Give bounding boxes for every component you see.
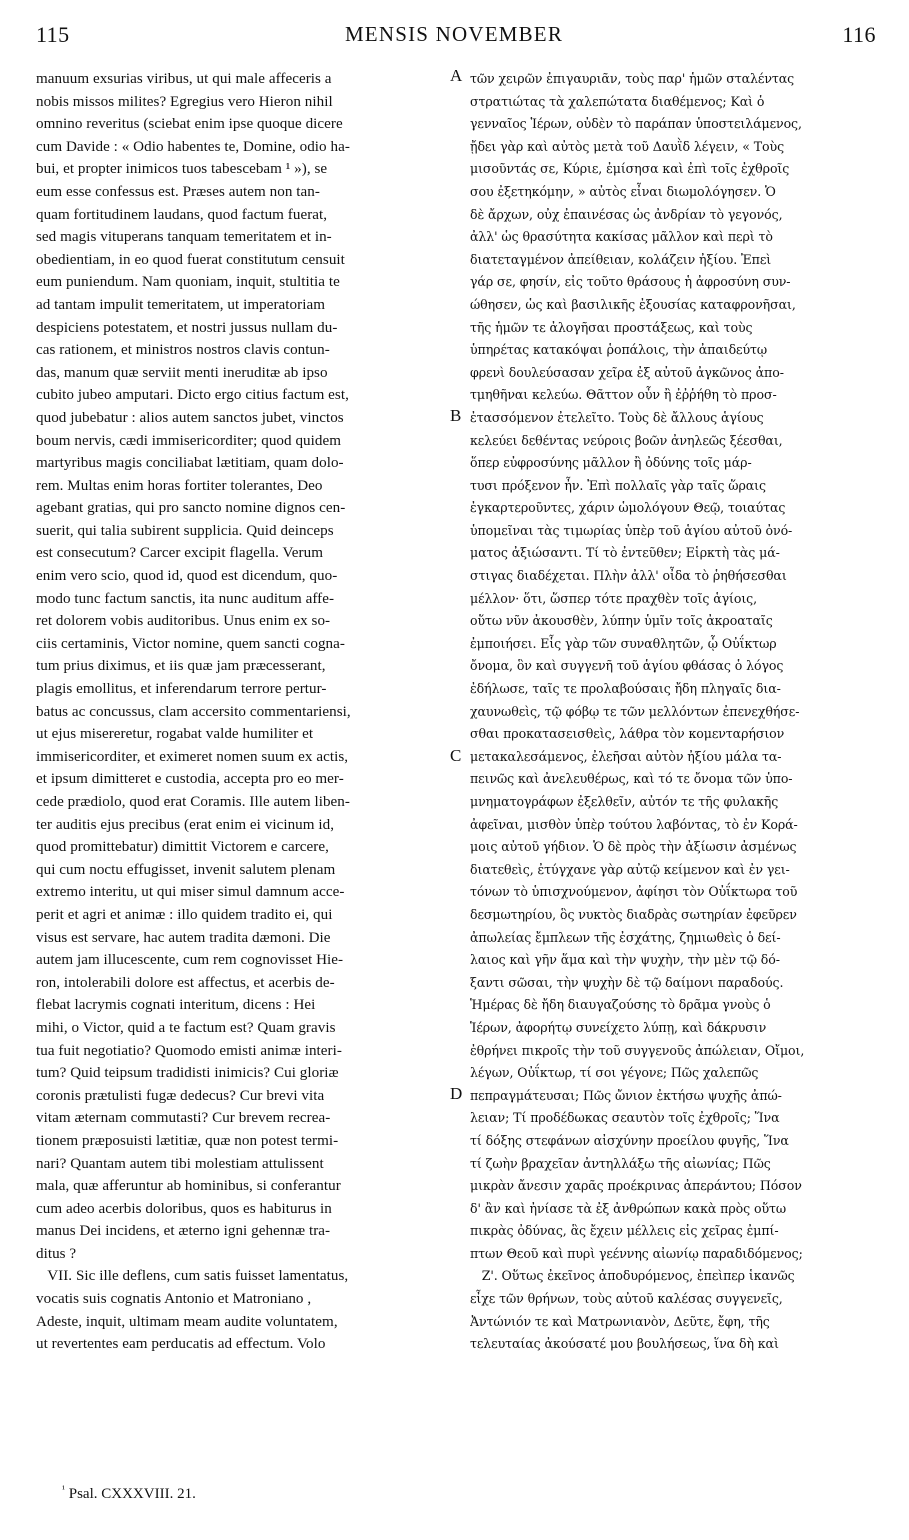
greek-text-line: διατεθεὶς, ἐτύγχανε γὰρ αὐτῷ κείμενον καὶ ἐν γει- <box>470 861 790 877</box>
greek-text-line: πικρὰς ὀδύνας, ἃς ἔχειν μέλλεις εἰς χεῖρας ἐμπί- <box>470 1223 779 1239</box>
greek-text-line: διατεταγμένον ἀπείθειαν, κολάζειν ἠξίου. Ἐπεὶ <box>470 251 772 267</box>
latin-text-line: perit et agri et animæ : illo quidem tradito ei, qui <box>36 906 333 923</box>
greek-text-line: οὕτω νῦν ἀκουσθὲν, λύπην ὑμῖν τοῖς ἀκροαταῖς <box>470 613 773 629</box>
greek-text-line: ἐθρήνει πικροῖς τὴν τοῦ συγγενοῦς ἀπώλειαν, Οἴμοι, <box>470 1042 805 1058</box>
greek-text-line: Ἀντώνιόν τε καὶ Ματρωνιανὸν, Δεῦτε, ἔφη, τῆς <box>470 1313 770 1329</box>
page-number-left: 115 <box>36 22 70 47</box>
latin-text-line: mihi, o Victor, quid a te factum est? Quam gravis <box>36 1019 336 1036</box>
latin-text-line: cum adeo acerbis doloribus, quos es habiturus in <box>36 1200 332 1217</box>
latin-text-line: nari? Quantam autem tibi molestiam attulissent <box>36 1155 324 1172</box>
latin-text-line: ret dolorem vobis auditoribus. Unus enim ex so- <box>36 613 331 630</box>
latin-text-line: martyribus magis conciliabat lætitiam, quam dolo- <box>36 455 344 472</box>
page-number-right: 116 <box>842 22 876 47</box>
greek-text-line: Ζ'. Οὕτως ἐκεῖνος ἀποδυρόμενος, ἐπεὶπερ ἱκανῶς <box>470 1268 795 1284</box>
latin-text-line: cede prædiolo, quod erat Coramis. Ille autem liben- <box>36 794 350 810</box>
latin-text-line: cas rationem, et ministros nostros clavis contun- <box>36 342 330 359</box>
greek-text-line: τῶν χειρῶν ἐπιγαυριᾶν, τοὺς παρ' ἡμῶν σταλέντας <box>470 71 795 86</box>
greek-text-line: μικρὰν ἄνεσιν χαρᾶς προέκρινας ἀπεράντου; Πόσον <box>470 1178 802 1194</box>
greek-text-line: στιγας διαδέχεται. Πλὴν ἀλλ' οἶδα τὸ ῥηθήσεσθαι <box>470 568 787 584</box>
greek-text-line: ἐμποιήσει. Εἷς γὰρ τῶν συναθλητῶν, ᾧ Οὐΐκτωρ <box>470 635 777 651</box>
greek-text-line: ξαντι σῶσαι, τὴν ψυχὴν δὲ τῷ δαίμονι παραδούς. <box>470 974 784 990</box>
greek-text-line: μνηματογράφων ἐξελθεῖν, αὐτόν τε τῆς φυλακῆς <box>470 794 779 809</box>
greek-text-line: ὅπερ εὐφροσύνης μᾶλλον ἢ ὀδύνης τοῖς μάρ- <box>470 455 752 471</box>
latin-text-line: despiciens potestatem, et nostri jussus nullam du- <box>36 319 338 336</box>
greek-text-line: γάρ σε, φησίν, εἰς τοῦτο θράσους ἡ ἀφροσύνη συν- <box>470 274 791 290</box>
greek-text-line: ἀλλ' ὡς θρασύτητα κακίσας μᾶλλον καὶ περὶ τὸ <box>470 229 773 245</box>
latin-text-line: plagis emollitus, et inferendarum terrore pertur- <box>36 681 327 698</box>
latin-text-line: quod jubebatur : alios autem sanctos jubet, vinctos <box>36 409 344 426</box>
latin-text-line: ron, intolerabili dolore est affectus, et acerbis de- <box>36 974 335 991</box>
greek-text-line: τῆς ἡμῶν τε ἀλογῆσαι προστάξεως, καὶ τοὺς <box>470 319 753 335</box>
greek-text-line: δὲ ἄρχων, οὐχ ἐπαινέσας ὡς ἀνδρίαν τὸ γεγονός, <box>470 206 783 222</box>
latin-text-line: cubito jubeo amputari. Dicto ergo citius factum est, <box>36 387 349 404</box>
greek-text-line: τί δόξης στεφάνων αἰσχύνην προείλου φυγῆς, Ἵνα <box>470 1132 789 1148</box>
latin-text-line: modo tunc factum sanctis, ita nunc auditum affe- <box>36 590 335 607</box>
latin-text-line: vocatis suis cognatis Antonio et Matroniano , <box>36 1291 312 1308</box>
latin-text-line: qui cum noctu effugisset, invenit salutem plenam <box>36 861 336 878</box>
greek-text-line: πεπραγμάτευσαι; Πῶς ὤνιον ἐκτήσω ψυχῆς ἀπώ- <box>470 1087 782 1103</box>
latin-column <box>36 68 450 1356</box>
latin-text-line: et ipsum dimitteret e custodia, accepta pro eo mer- <box>36 771 344 788</box>
latin-text-line: eum esse confessus est. Præses autem non tan- <box>36 183 320 200</box>
greek-text-line: τμηθῆναι κελεύω. Θᾶττον οὖν ἢ ἐῤῥήθη τὸ προσ- <box>470 387 777 403</box>
latin-text-line: bui, et propter inimicos tuos tabescebam ¹ »), se <box>36 161 328 178</box>
footnote <box>62 1484 196 1503</box>
latin-text-line: quam fortitudinem laudans, quod factum fuerat, <box>36 206 328 223</box>
latin-text-line: quod promittebatur) dimittit Victorem e carcere, <box>36 839 329 856</box>
greek-text-line: τόνων τὸ ὑπισχνούμενον, ἀφίησι τὸν Οὐΐκτωρα τοῦ <box>470 884 798 900</box>
greek-text-line: ώθησεν, ὡς καὶ βασιλικῆς ἐξουσίας καταφρονῆσαι, <box>470 296 796 312</box>
greek-text-line: ἐδήλωσε, ταῖς τε προλαβούσαις ἤδη πληγαῖς δια- <box>470 681 781 697</box>
footnote-mark: ¹ <box>62 1484 65 1495</box>
greek-text-line: στρατιώτας τὰ χαλεπώτατα διαθέμενος; Καὶ ὁ <box>470 93 765 109</box>
latin-text-line: obedientiam, in eo quod fuerat constitutum censuit <box>36 251 345 268</box>
latin-text-line: manuum exsurias viribus, ut qui male affeceris a <box>36 71 332 87</box>
greek-column <box>470 68 880 1356</box>
greek-text-line: μέλλον· ὅτι, ὥσπερ τότε πραχθὲν τοῖς ἁγίοις, <box>470 590 758 606</box>
running-title: MENSIS NOVEMBER <box>344 22 564 46</box>
latin-text-line: vitam æternam commutasti? Cur brevem recrea- <box>36 1110 331 1127</box>
greek-text-line: μοις αὐτοῦ γήδιον. Ὁ δὲ πρὸς τὴν ἀξίωσιν ἀσμένως <box>470 839 797 855</box>
greek-text-line: σου ἐξετηκόμην, » αὐτὸς εἶναι διωμολόγησεν. Ὁ <box>470 183 776 199</box>
latin-text-line: das, manum quæ serviit menti ineruditæ ab ipso <box>36 364 328 381</box>
latin-text-line: omnino reveritus (sciebat enim ipse quoque dicere <box>36 116 343 133</box>
greek-text-line: σθαι προκατασεισθεὶς, λάθρα τὸν κομενταρήσιον <box>470 726 785 742</box>
latin-text-line: Adeste, inquit, ultimam meam audite voluntatem, <box>36 1313 338 1330</box>
latin-text-line: tua fuit negotiatio? Quomodo emisti animæ interi- <box>36 1042 342 1059</box>
greek-text-line: ματος ἀξιώσαντι. Τί τὸ ἐντεῦθεν; Εἱρκτὴ τὰς μά- <box>470 545 780 561</box>
greek-text-line: τελευταίας ἀκούσατέ μου βουλήσεως, ἵνα δὴ καὶ <box>470 1336 779 1352</box>
latin-text-line: manus Dei incidens, et æterno igni gehennæ tra- <box>36 1223 331 1240</box>
latin-text-line: ut ejus misereretur, rogabat valde humiliter et <box>36 726 314 743</box>
latin-text-line: enim vero scio, quod id, quod est dicendum, quo- <box>36 568 338 585</box>
margin-marker-b: B <box>450 406 462 425</box>
latin-text-line: suerit, qui talia subirent supplicia. Quid deinceps <box>36 522 334 539</box>
greek-text-line: τυσι πρόξενον ἦν. Ἐπὶ πολλαῖς γὰρ ταῖς ὥραις <box>470 477 766 493</box>
latin-text-line: boum nervis, cædi immisericorditer; quod quidem <box>36 432 342 449</box>
greek-text-line: τί ζωὴν βραχεῖαν ἀντηλλάξω τῆς αἰωνίας; Πῶς <box>470 1155 771 1171</box>
latin-text-line: immisericorditer, et eximeret nomen suum ex actis, <box>36 748 349 765</box>
latin-text-line: cum Davide : « Odio habentes te, Domine, odio ha- <box>36 138 350 155</box>
latin-text-line: mala, quæ afferuntur ab hominibus, si conferantur <box>36 1178 341 1195</box>
margin-marker-c: C <box>450 746 462 765</box>
greek-text-line: λαιος καὶ γῆν ἅμα καὶ τὴν ψυχὴν, τὴν μὲν τῷ δό- <box>470 952 780 968</box>
greek-text-line: λέγων, Οὐΐκτωρ, τί σοι γέγονε; Πῶς χαλεπῶς <box>470 1065 759 1081</box>
greek-text-line: χαυνωθεὶς, τῷ φόβῳ τε τῶν μελλόντων ἐπενεχθήσε- <box>470 703 800 719</box>
latin-text-line: flebat lacrymis cognati interitum, dicens : Hei <box>36 997 316 1014</box>
greek-text-line: πεινῶς καὶ ἀνελευθέρως, καὶ τό τε ὄνομα τῶν ὑπο- <box>470 771 793 787</box>
latin-text-line: sed magis vituperans tanquam temeritatem et in- <box>36 229 332 246</box>
greek-text-line: μετακαλεσάμενος, ἐλεῆσαι αὐτὸν ἠξίου μάλα τα- <box>470 748 782 764</box>
greek-text-line: πτων Θεοῦ καὶ πυρὶ γεέννης αἰωνίῳ παραδιδόμενος; <box>470 1245 803 1261</box>
greek-text-line: ἀφεῖναι, μισθὸν ὑπὲρ τούτου λαβόντας, τὸ ἐν Κορά- <box>470 816 798 832</box>
greek-text-line: φρενὶ δουλεύσασαν χεῖρα ἐξ αὐτοῦ ἀγκῶνος ἀπο- <box>470 364 784 380</box>
greek-text-line: δεσμωτηρίου, ὃς νυκτὸς διαδρὰς σωτηρίαν ἐφεῦρεν <box>470 906 797 922</box>
greek-text-line: δ' ἂν καὶ ἠνίασε τὰ ἐξ ἀνθρώπων κακὰ πρὸς οὕτω <box>470 1200 787 1216</box>
latin-text-line: rem. Multas enim horas fortiter tolerantes, Deo <box>36 477 323 494</box>
latin-text-line: ditus ? <box>36 1245 77 1262</box>
greek-text-line: Ἡμέρας δὲ ἤδη διαυγαζούσης τὸ δρᾶμα γνοὺς ὁ <box>470 997 771 1013</box>
latin-text-line: ad tantam impulit temeritatem, ut imperatoriam <box>36 296 325 313</box>
greek-text-line: ἐτασσόμενον ἐτελεῖτο. Τοὺς δὲ ἄλλους ἁγίους <box>470 409 764 425</box>
greek-text-line: ὑπομεῖναι τὰς τιμωρίας ὑπὲρ τοῦ ἁγίου αὐτοῦ ὀνό- <box>470 522 793 538</box>
latin-text-line: tionem præposuisti lætitiæ, quæ non potest termi- <box>36 1132 339 1149</box>
latin-text-line: nobis missos milites? Egregius vero Hieron nihil <box>36 93 333 110</box>
page-header <box>28 22 880 50</box>
latin-text-line: ter auditis ejus precibus (erat enim ei vicinum id, <box>36 816 335 833</box>
latin-text-line: batus ac concussus, clam accersito commentariensi, <box>36 703 351 720</box>
latin-text-line: tum? Quid teipsum tradidisti inimicis? Cui gloriæ <box>36 1065 339 1082</box>
latin-text-line: ciis certaminis, Victor nomine, quem sancti cogna- <box>36 635 345 652</box>
greek-text-line: ὑπηρέτας κατακόψαι ῥοπάλοις, τὴν ἀπαιδεύτῳ <box>470 342 768 358</box>
latin-text-line: visus est servare, hac autem tradita dæmoni. Die <box>36 929 331 946</box>
greek-text-line: ἀπωλείας ἔμπλεων τῆς ἐσχάτης, ζημιωθεὶς ὁ δεί- <box>470 929 781 945</box>
greek-text-line: γενναῖος Ἱέρων, οὐδὲν τὸ παράπαν ὑποστειλάμενος, <box>470 116 802 132</box>
greek-text-line: μισοῦντάς σε, Κύριε, ἐμίσησα καὶ ἐπὶ τοῖς ἐχθροῖς <box>470 161 790 177</box>
greek-text-line: λειαν; Τί προδέδωκας σεαυτὸν τοῖς ἐχθροῖς; Ἵνα <box>470 1110 780 1126</box>
margin-marker-d: D <box>450 1084 463 1103</box>
greek-text-line: ἐγκαρτεροῦντες, χάριν ὡμολόγουν Θεῷ, τοιαύτας <box>470 500 786 516</box>
greek-text-line: κελεύει δεθέντας νεύροις βοῶν ἀνηλεῶς ξέεσθαι, <box>470 432 783 448</box>
latin-text-line: tum prius diximus, et iis quæ jam præcesserant, <box>36 658 326 675</box>
latin-text-line: coronis prætulisti fugæ dedecus? Cur brevi vita <box>36 1087 325 1104</box>
latin-text-line: extremo interitu, ut qui miser simul damnum acce- <box>36 884 345 901</box>
latin-text-line: est consecutum? Carcer excipit flagella. Verum <box>36 545 324 562</box>
greek-text-line: εἶχε τῶν θρήνων, τοὺς αὐτοῦ καλέσας συγγενεῖς, <box>470 1291 783 1307</box>
latin-text-line: autem jam illucescente, cum rem cognovisset Hie- <box>36 952 344 969</box>
latin-text-line: eum puniendum. Nam quoniam, inquit, stultitia te <box>36 274 340 291</box>
footnote-text: Psal. CXXXVIII. 21. <box>68 1486 196 1502</box>
margin-marker-a: A <box>450 66 463 85</box>
latin-text-line: agebant gratias, qui pro sancto nomine dignos cen- <box>36 500 346 517</box>
greek-text-line: ὄνομα, ὃν καὶ συγγενῆ τοῦ ἁγίου φθάσας ὁ λόγος <box>470 658 784 674</box>
greek-text-line: ᾔδει γὰρ καὶ αὐτὸς μετὰ τοῦ Δαυῒδ λέγειν, « Τοὺς <box>470 138 785 154</box>
latin-text-line: VII. Sic ille deflens, cum satis fuisset lamentatus, <box>36 1268 349 1285</box>
latin-text-line: ut revertentes eam perducatis ad effectum. Volo <box>36 1336 326 1353</box>
greek-text-line: Ἱέρων, ἀφορήτῳ συνείχετο λύπῃ, καὶ δάκρυσιν <box>470 1019 767 1035</box>
